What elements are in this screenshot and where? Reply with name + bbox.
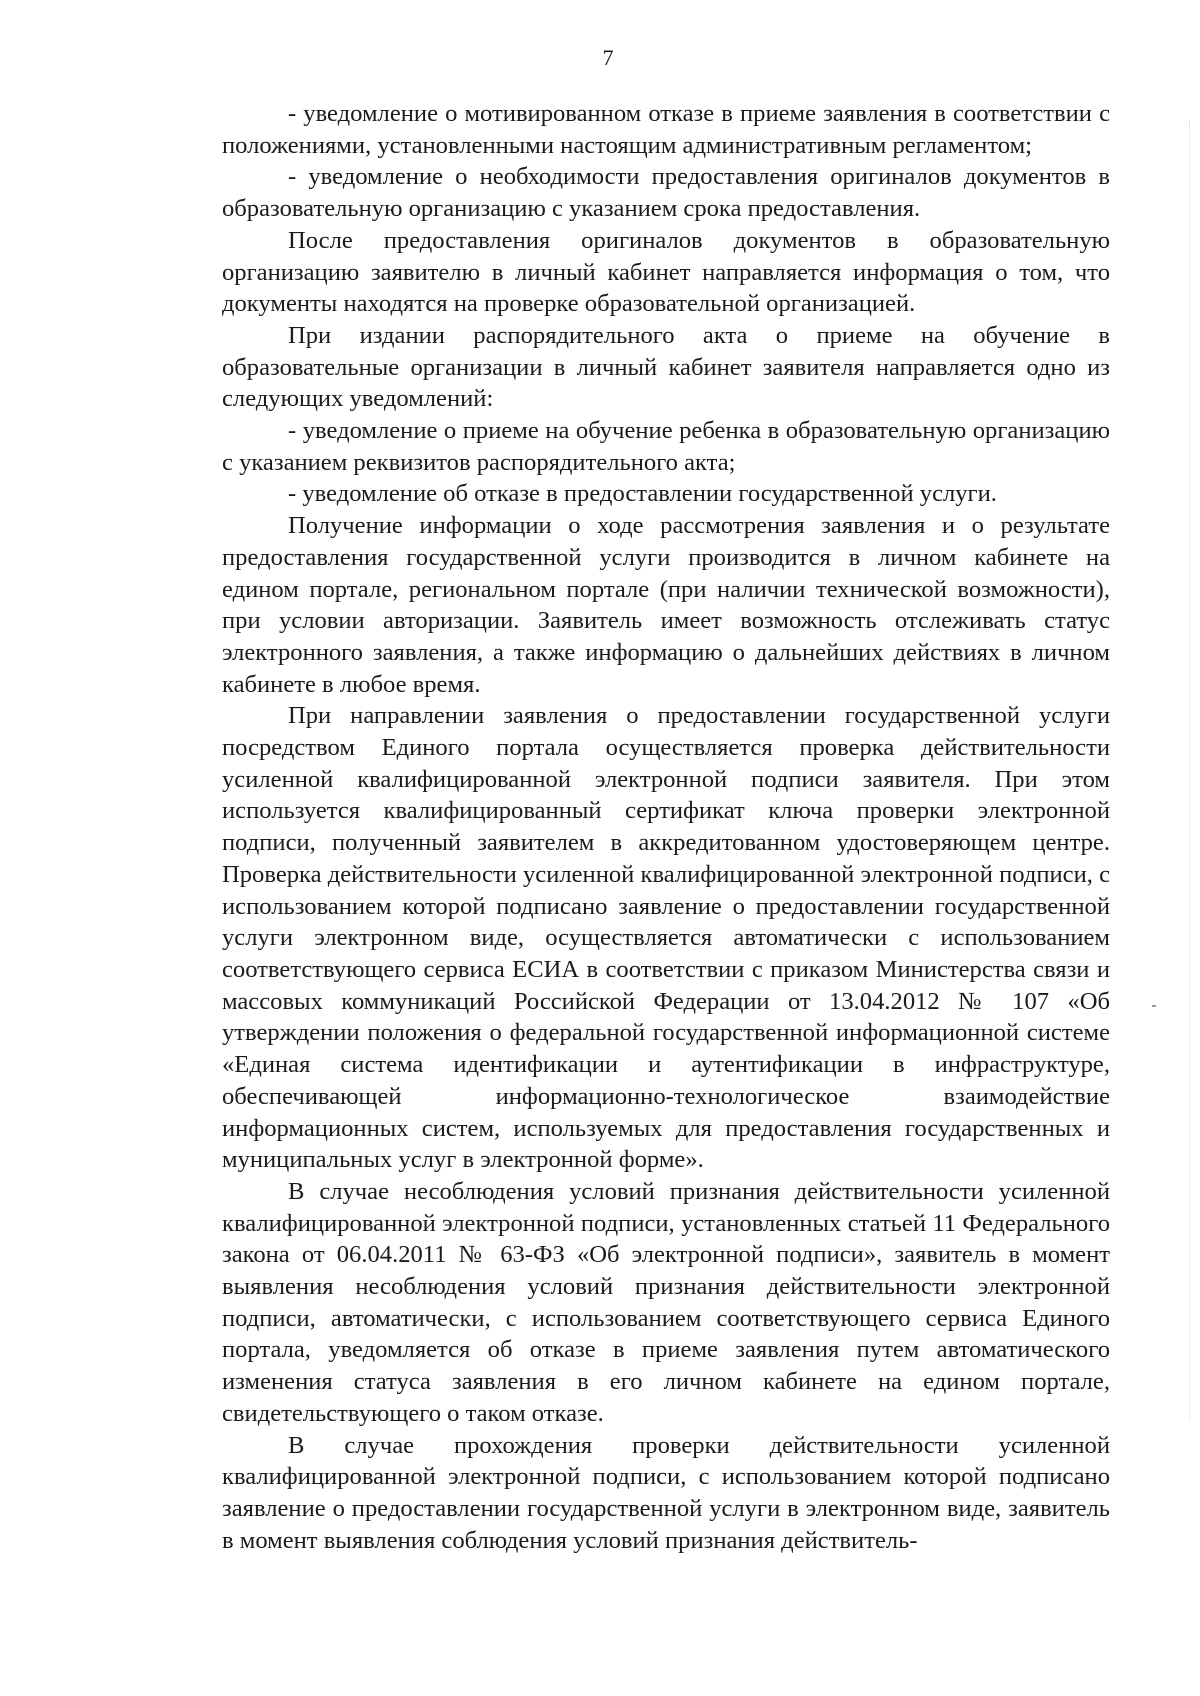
paragraph-signature-check: При направлении заявления о предоставлении государственной услуги посредством Единого портала осуществляется проверка действительности усиленной квалифицированной электронной подписи заявителя. При этом используется квалифицированный сертификат ключа проверки электронной подписи, полученный заявителем в аккредитованном удостоверяющем центре. Проверка действительности усиленной квалифицированной электронной подписи, с использованием которой подписано заявление о предоставлении государственной услуги электронном виде, осуществляется автоматически с использованием соответствующего сервиса ЕСИА в соответствии с приказом Министерства связи и массовых коммуникаций Российской Федерации от 13.04.2012 № 107 «Об утверждении положения о федеральной государственной информационной системе «Единая система идентификации и аутентификации в инфраструктуре, обеспечивающей информационно-технологическое взаимодействие информационных систем, используемых для предоставления государственных и муниципальных услуг в электронной форме». — [222, 702, 1110, 1174]
paragraph-notice-originals: - уведомление о необходимости предоставления оригиналов документов в образовательную организацию с указанием срока предоставления. — [222, 163, 1110, 223]
paragraph-signature-invalid: В случае несоблюдения условий признания действительности усиленной квалифицированной электронной подписи, установленных статьей 11 Федерального закона от 06.04.2011 № 63-ФЗ «Об электронной подписи», заявитель в момент выявления несоблюдения условий признания действительности электронной подписи, автоматически, с использованием соответствующего сервиса Единого портала, уведомляется об отказе в приеме заявления путем автоматического изменения статуса заявления в его личном кабинете на едином портале, свидетельствующего о таком отказе. — [222, 1177, 1110, 1427]
scan-edge-marks — [1187, 120, 1190, 1420]
paragraph-notice-admission: - уведомление о приеме на обучение ребенка в образовательную организацию с указанием реквизитов распорядительного акта; — [222, 417, 1110, 476]
paragraph-after-originals: После предоставления оригиналов документов в образовательную организацию заявителю в личный кабинет направляется информация о том, что документы находятся на проверке образовательной организацией. — [222, 226, 1110, 318]
paragraph-admission-act: При издании распорядительного акта о приеме на обучение в образовательные организации в личный кабинет заявителя направляется одно из следующих уведомлений: — [222, 321, 1110, 413]
paragraph-status-info: Получение информации о ходе рассмотрения заявления и о результате предоставления государственной услуги производится в личном кабинете на едином портале, региональном портале (при наличии технической возможности), при условии авторизации. Заявитель имеет возможность отслеживать статус электронного заявления, а также информацию о дальнейших действиях в личном кабинете в любое время. — [222, 512, 1110, 698]
paragraph-signature-valid: В случае прохождения проверки действительности усиленной квалифицированной электронной подписи, с использованием которой подписано заявление о предоставлении государственной услуги в электронном виде, заявитель в момент выявления соблюдения условий признания действитель- — [222, 1431, 1110, 1554]
paragraph-notice-service-refusal: - уведомление об отказе в предоставлении государственной услуги. — [288, 480, 997, 508]
page-number: 7 — [602, 45, 614, 70]
paragraph-notice-refusal: - уведомление о мотивированном отказе в приеме заявления в соответствии с положениями, установленными настоящим административным регламентом; — [222, 100, 1110, 159]
scan-dot-mark — [1152, 1005, 1156, 1007]
document-body — [222, 98, 1110, 1556]
